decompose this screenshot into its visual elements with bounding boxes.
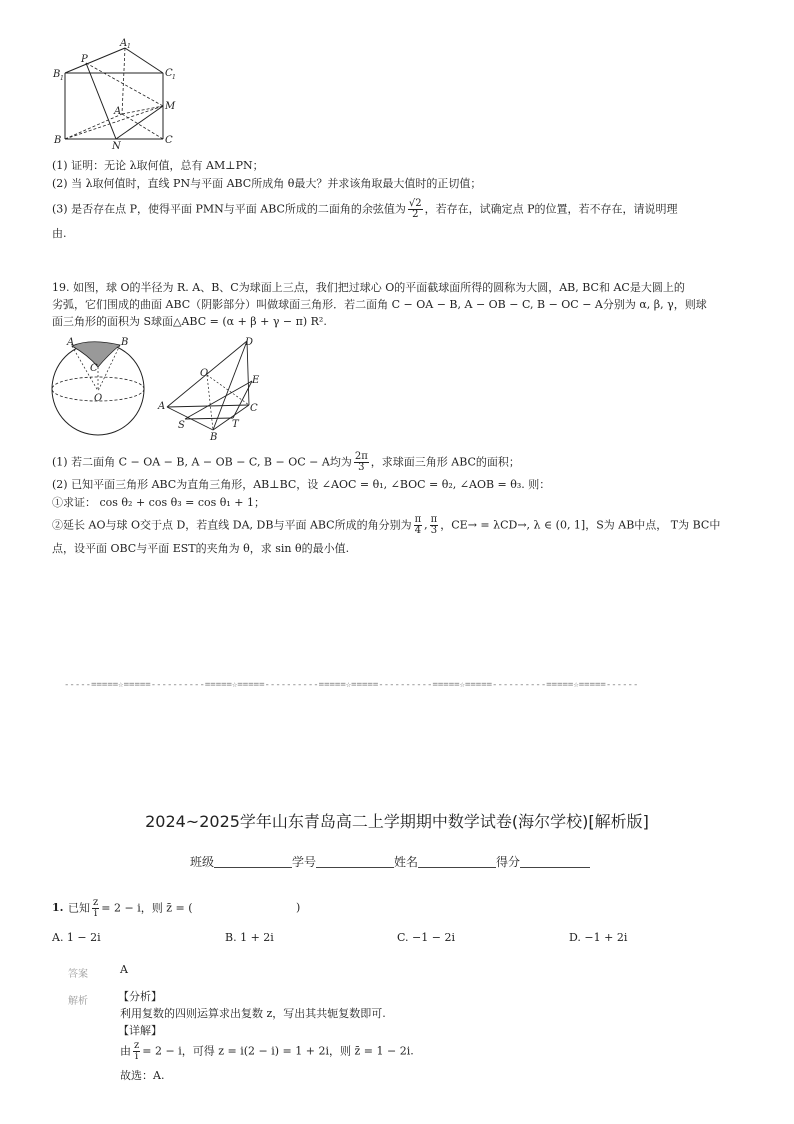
sphere-figure xyxy=(50,333,150,438)
q1-number: 1. xyxy=(52,901,64,914)
q1-option-a[interactable]: A. 1 − 2i xyxy=(52,931,101,944)
q18-sub3: (3) 是否存在点 P，使得平面 PMN与平面 ABC所成的二面角的余弦值为 $\frac{√2}{2}$ ，若存在，试确定点 P的位置，若不存在，请说明理 xyxy=(52,198,678,220)
answer-value: A xyxy=(120,963,128,976)
tetrahedron-figure xyxy=(155,335,270,443)
q18-sub2: (2) 当 λ取何值时，直线 PN与平面 ABC所成角 θ最大？并求该角取最大值时的正切值； xyxy=(52,177,482,190)
sphere-label-o: O xyxy=(94,393,103,404)
sphere-label-a: A xyxy=(67,337,75,348)
document-title: 2024~2025学年山东青岛高二上学期期中数学试卷(海尔学校)[解析版] xyxy=(145,812,649,831)
fraction: $\frac{z}{i}$ xyxy=(93,897,99,919)
q1-stem: 已知 $\frac{z}{i}$ = 2 − i，则 z̄ = ( xyxy=(68,897,193,919)
label-a1: A xyxy=(120,38,128,49)
q19-stem-line1: 19. 如图，球 O的半径为 R. A、B、C为球面上三点，我们把过球心 O的平面截球面所得的圆称为大圆，AB, BC和 AC是大圆上的 xyxy=(52,281,685,294)
q18-sub3-cont: 由. xyxy=(52,227,67,240)
prism-diagram xyxy=(50,36,190,151)
q1-option-b[interactable]: B. 1 + 2i xyxy=(225,931,274,944)
label-c1: C xyxy=(165,68,173,79)
label-c1-sub: 1 xyxy=(172,74,176,81)
tetra-label-d: D xyxy=(245,337,254,348)
label-a: A xyxy=(114,106,122,117)
label-m: M xyxy=(165,101,176,112)
tetra-label-o: O xyxy=(200,368,209,379)
q19-stem-line3: 面三角形的面积为 S球面△ABC = (α + β + γ − π) R². xyxy=(52,315,327,328)
class-blank[interactable] xyxy=(214,855,292,868)
page-separator: -----=====☆=====----------=====☆=====----------=====☆=====----------=====☆=====----------=====☆=====------ xyxy=(64,680,639,690)
q19-stem-line2: 劣弧，它们围成的曲面 ABC（阴影部分）叫做球面三角形．若二面角 C − OA − B, A − OB − C, B − OC − A分别为 α, β, γ，则球 xyxy=(52,298,707,311)
tetra-label-s: S xyxy=(178,420,185,431)
fraction: $\frac{√2}{2}$ xyxy=(408,198,422,220)
q19-sub1: (1) 若二面角 C − OA − B, A − OB − C, B − OC − A均为 $\frac{2\pi}{3}$ ，求球面三角形 ABC的面积； xyxy=(52,451,520,473)
name-blank[interactable] xyxy=(418,855,496,868)
answer-label: 答案 xyxy=(68,969,88,980)
label-b1: B xyxy=(53,69,61,80)
analysis-text: 利用复数的四则运算求出复数 z，写出其共轭复数即可. xyxy=(120,1007,386,1020)
tetra-label-t: T xyxy=(232,419,239,430)
fraction: $\frac{\pi}{4}$ xyxy=(414,514,422,536)
id-blank[interactable] xyxy=(316,855,394,868)
q19-sub2: (2) 已知平面三角形 ABC为直角三角形，AB⊥BC，设 ∠AOC = θ₁, ∠BOC = θ₂, ∠AOB = θ₃. 则： xyxy=(52,478,551,491)
q1-option-c[interactable]: C. −1 − 2i xyxy=(397,931,455,944)
detail-text: 由 $\frac{z}{i}$ = 2 − i，可得 z = i(2 − i) = 1 + 2i，则 z̄ = 1 − 2i. xyxy=(120,1040,414,1062)
analysis-heading: 【分析】 xyxy=(118,990,162,1003)
fraction: $\frac{z}{i}$ xyxy=(134,1040,140,1062)
score-blank[interactable] xyxy=(520,855,590,868)
label-a1-sub: 1 xyxy=(127,43,131,50)
label-b1-sub: 1 xyxy=(60,75,64,82)
analysis-label: 解析 xyxy=(68,996,88,1007)
q19-sub2-ii: ②延长 AO与球 O交于点 D，若直线 DA, DB与平面 ABC所成的角分别为 $\frac{\pi}{4}$ , $\frac{\pi}{3}$ ，CE→ = λCD→, λ ∈ (0, 1]，S为 AB中点， T为 BC中 xyxy=(52,514,721,536)
fraction: $\frac{2\pi}{3}$ xyxy=(354,451,368,473)
sphere-label-c: C xyxy=(90,363,98,374)
detail-heading: 【详解】 xyxy=(118,1024,162,1037)
sphere-label-b: B xyxy=(121,337,129,348)
q18-sub1: (1) 证明：无论 λ取何值，总有 AM⊥PN； xyxy=(52,159,264,172)
student-info-fields: 班级 学号 姓名 得分 xyxy=(190,853,590,870)
q19-sub2-i: ①求证： cos θ₂ + cos θ₃ = cos θ₁ + 1； xyxy=(52,496,265,509)
label-p: P xyxy=(81,54,88,65)
tetra-label-e: E xyxy=(252,375,260,386)
q19-sub2-ii-cont: 点，设平面 OBC与平面 EST的夹角为 θ，求 sin θ的最小值. xyxy=(52,542,350,555)
tetra-label-b: B xyxy=(210,432,218,443)
label-c: C xyxy=(165,135,173,146)
tetra-label-a: A xyxy=(158,401,166,412)
fraction: $\frac{\pi}{3}$ xyxy=(430,514,438,536)
conclusion: 故选：A. xyxy=(120,1069,165,1082)
q1-stem-close: ) xyxy=(296,901,301,914)
label-b: B xyxy=(54,135,62,146)
q1-option-d[interactable]: D. −1 + 2i xyxy=(569,931,628,944)
tetra-label-c: C xyxy=(250,403,258,414)
label-n: N xyxy=(112,141,121,151)
